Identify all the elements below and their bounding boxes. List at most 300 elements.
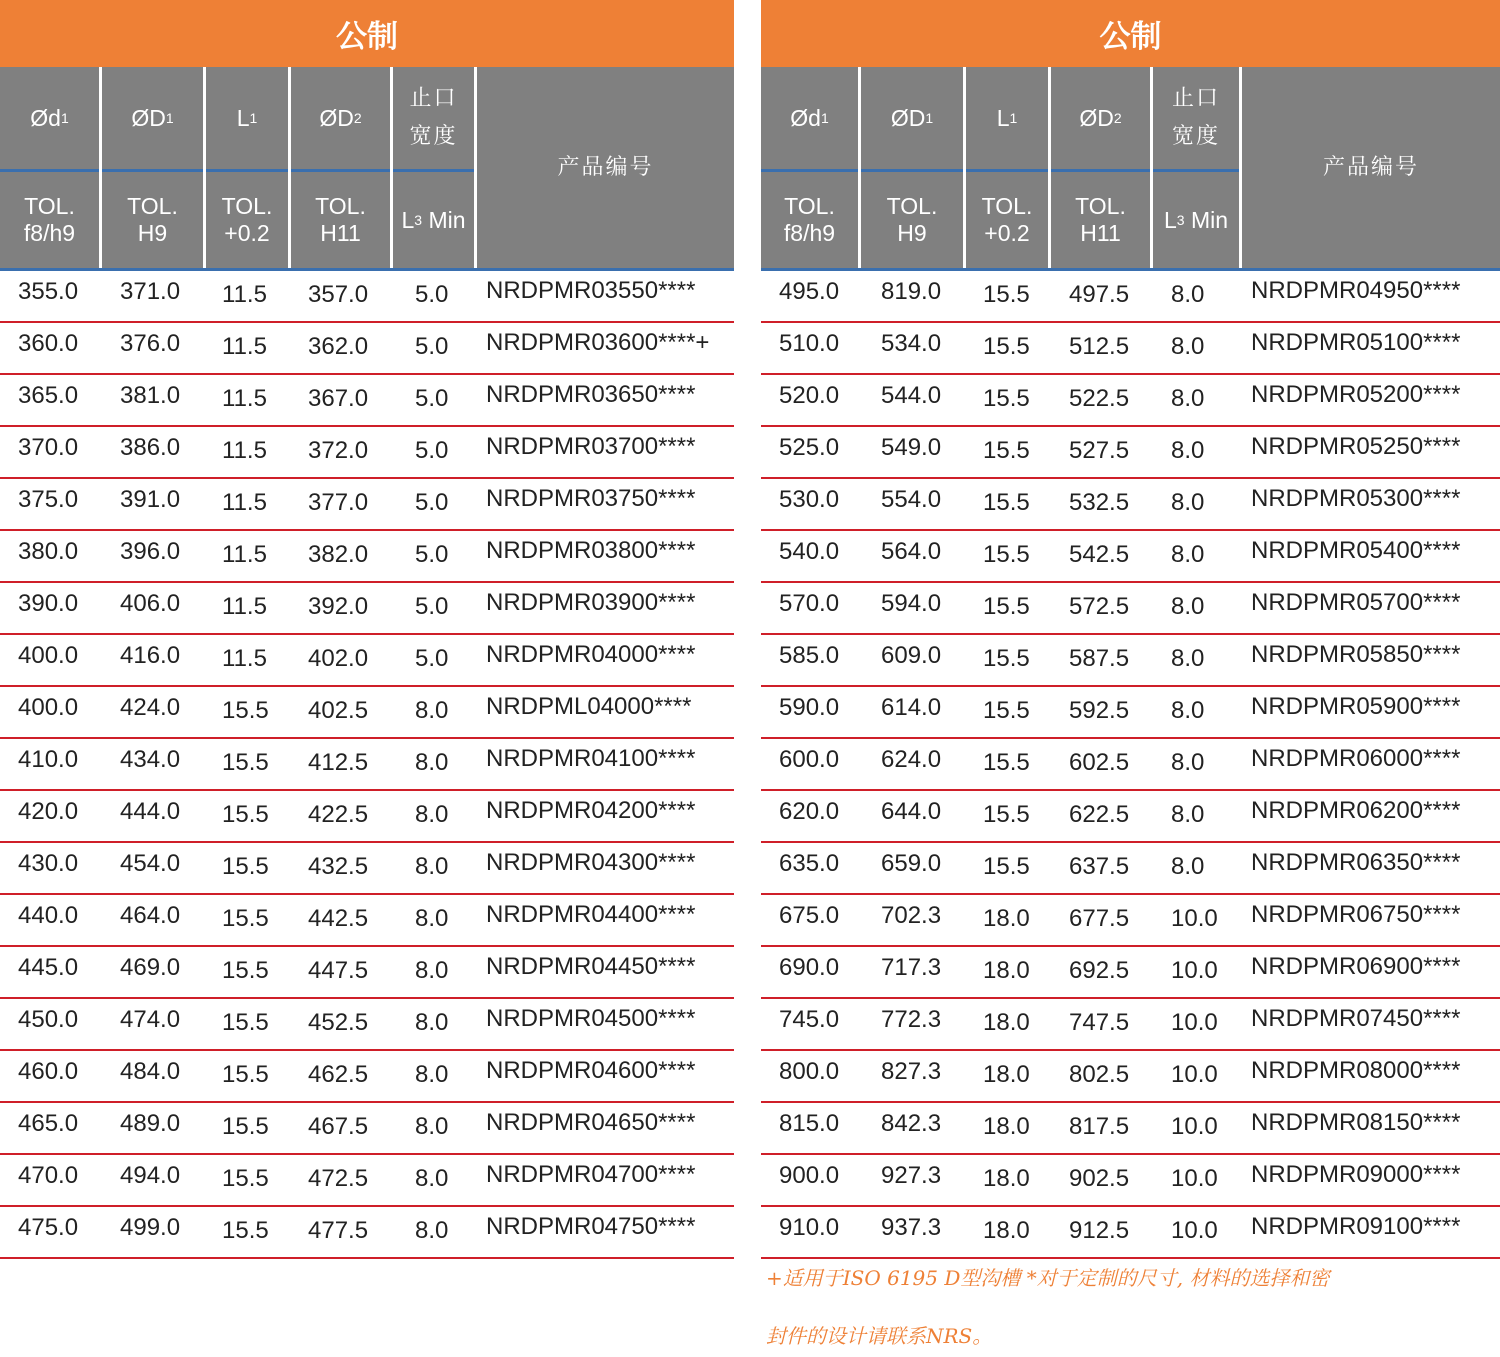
- cell-product-code: NRDPMR05200****: [1251, 381, 1461, 408]
- cell-L3: 5.0: [415, 541, 449, 568]
- cell-L1: 15.5: [983, 801, 1030, 828]
- table-row: [761, 1051, 1500, 1103]
- cell-product-code: NRDPMR03750****: [486, 485, 696, 512]
- cell-product-code: NRDPMR06900****: [1251, 953, 1461, 980]
- cell-D1: 717.3: [881, 954, 942, 981]
- cell-d1: 540.0: [779, 538, 840, 565]
- cell-D2: 357.0: [308, 281, 369, 308]
- table-row: [761, 687, 1500, 739]
- cell-D2: 402.5: [308, 697, 369, 724]
- cell-d1: 370.0: [18, 434, 79, 461]
- cell-D2: 362.0: [308, 333, 369, 360]
- cell-L1: 15.5: [983, 437, 1030, 464]
- column-divider: [99, 67, 102, 268]
- header-D1: ØD 1: [890, 104, 934, 131]
- cell-D2: 602.5: [1069, 749, 1130, 776]
- cell-product-code: NRDPMR04650****: [486, 1109, 696, 1136]
- cell-L3: 8.0: [1171, 801, 1205, 828]
- cell-product-code: NRDPMR07450****: [1251, 1005, 1461, 1032]
- table-row: [0, 947, 734, 999]
- cell-d1: 400.0: [18, 642, 79, 669]
- cell-D1: 464.0: [120, 902, 181, 929]
- cell-D2: 367.0: [308, 385, 369, 412]
- cell-product-code: NRDPMR04000****: [486, 641, 696, 668]
- cell-L1: 15.5: [222, 1165, 269, 1192]
- cell-L1: 15.5: [222, 1217, 269, 1244]
- cell-D1: 937.3: [881, 1214, 942, 1241]
- cell-D1: 396.0: [120, 538, 181, 565]
- cell-d1: 440.0: [18, 902, 79, 929]
- cell-D2: 452.5: [308, 1009, 369, 1036]
- footnote-line-1: +适用于ISO 6195 D型沟槽 *对于定制的尺寸, 材料的选择和密: [766, 1266, 1330, 1290]
- cell-D2: 692.5: [1069, 957, 1130, 984]
- cell-L1: 15.5: [222, 697, 269, 724]
- cell-D2: 462.5: [308, 1061, 369, 1088]
- header-d1-tol: TOL. f8/h9: [23, 193, 76, 246]
- cell-d1: 900.0: [779, 1162, 840, 1189]
- cell-D1: 614.0: [881, 694, 942, 721]
- cell-D2: 747.5: [1069, 1009, 1130, 1036]
- cell-product-code: NRDPMR04300****: [486, 849, 696, 876]
- column-divider: [203, 67, 206, 268]
- cell-L1: 15.5: [983, 333, 1030, 360]
- cell-L3: 8.0: [415, 853, 449, 880]
- cell-L1: 18.0: [983, 1061, 1030, 1088]
- cell-d1: 600.0: [779, 746, 840, 773]
- cell-product-code: NRDPMR05900****: [1251, 693, 1461, 720]
- cell-d1: 380.0: [18, 538, 79, 565]
- cell-D1: 391.0: [120, 486, 181, 513]
- cell-L1: 15.5: [983, 385, 1030, 412]
- cell-d1: 570.0: [779, 590, 840, 617]
- table-row: [761, 583, 1500, 635]
- cell-L3: 5.0: [415, 333, 449, 360]
- cell-d1: 525.0: [779, 434, 840, 461]
- cell-L1: 18.0: [983, 957, 1030, 984]
- cell-D1: 644.0: [881, 798, 942, 825]
- header-L1-tol: TOL. +0.2: [221, 193, 273, 246]
- cell-L1: 15.5: [983, 541, 1030, 568]
- cell-D1: 609.0: [881, 642, 942, 669]
- cell-d1: 460.0: [18, 1058, 79, 1085]
- cell-D2: 912.5: [1069, 1217, 1130, 1244]
- cell-D1: 772.3: [881, 1006, 942, 1033]
- cell-L1: 18.0: [983, 1113, 1030, 1140]
- cell-d1: 450.0: [18, 1006, 79, 1033]
- cell-L1: 15.5: [222, 801, 269, 828]
- header-L1: L 1: [996, 104, 1018, 131]
- cell-product-code: NRDPMR04600****: [486, 1057, 696, 1084]
- column-divider: [1048, 67, 1051, 268]
- cell-product-code: NRDPMR03600****+: [486, 329, 710, 356]
- header-L1: L 1: [236, 104, 258, 131]
- cell-D2: 542.5: [1069, 541, 1130, 568]
- cell-product-code: NRDPMR06350****: [1251, 849, 1461, 876]
- cell-D2: 392.0: [308, 593, 369, 620]
- header-d1: Ød 1: [790, 104, 829, 131]
- column-divider: [390, 67, 393, 268]
- header-L3-min: L 3 Min: [1163, 206, 1229, 233]
- table-row: [0, 375, 734, 427]
- cell-product-code: NRDPMR03550****: [486, 277, 696, 304]
- table-row: [761, 739, 1500, 791]
- table-header: [761, 67, 1500, 268]
- table-row: [761, 843, 1500, 895]
- table-row: [0, 427, 734, 479]
- table-row: [0, 895, 734, 947]
- cell-L3: 8.0: [1171, 593, 1205, 620]
- cell-d1: 465.0: [18, 1110, 79, 1137]
- cell-L1: 18.0: [983, 1165, 1030, 1192]
- cell-product-code: NRDPMR06000****: [1251, 745, 1461, 772]
- cell-L3: 10.0: [1171, 905, 1218, 932]
- cell-L3: 8.0: [415, 1217, 449, 1244]
- cell-d1: 365.0: [18, 382, 79, 409]
- cell-D1: 549.0: [881, 434, 942, 461]
- cell-L1: 15.5: [983, 645, 1030, 672]
- table-row: [761, 635, 1500, 687]
- cell-D2: 802.5: [1069, 1061, 1130, 1088]
- metric-table-right: [761, 0, 1500, 1256]
- cell-L1: 15.5: [222, 1113, 269, 1140]
- cell-L3: 10.0: [1171, 957, 1218, 984]
- cell-L3: 8.0: [1171, 489, 1205, 516]
- header-groove-width: 止口 宽度: [1171, 86, 1220, 149]
- cell-product-code: NRDPMR03700****: [486, 433, 696, 460]
- header-D1: ØD 1: [131, 104, 174, 131]
- cell-D1: 406.0: [120, 590, 181, 617]
- cell-D1: 371.0: [120, 278, 181, 305]
- cell-L3: 5.0: [415, 385, 449, 412]
- cell-product-code: NRDPMR05100****: [1251, 329, 1461, 356]
- cell-product-code: NRDPMR08150****: [1251, 1109, 1461, 1136]
- cell-L1: 11.5: [222, 437, 267, 464]
- cell-D1: 702.3: [881, 902, 942, 929]
- cell-d1: 590.0: [779, 694, 840, 721]
- cell-D1: 499.0: [120, 1214, 181, 1241]
- cell-d1: 910.0: [779, 1214, 840, 1241]
- cell-d1: 815.0: [779, 1110, 840, 1137]
- cell-product-code: NRDPMR03800****: [486, 537, 696, 564]
- cell-L1: 11.5: [222, 281, 267, 308]
- cell-D1: 544.0: [881, 382, 942, 409]
- cell-L1: 11.5: [222, 489, 267, 516]
- cell-D1: 842.3: [881, 1110, 942, 1137]
- cell-D1: 416.0: [120, 642, 181, 669]
- column-divider: [963, 67, 966, 268]
- cell-product-code: NRDPMR04950****: [1251, 277, 1461, 304]
- cell-L3: 8.0: [415, 1113, 449, 1140]
- cell-L3: 10.0: [1171, 1113, 1218, 1140]
- cell-L1: 15.5: [222, 749, 269, 776]
- cell-D1: 659.0: [881, 850, 942, 877]
- table-row: [0, 1051, 734, 1103]
- cell-L3: 8.0: [415, 1061, 449, 1088]
- cell-L3: 8.0: [415, 749, 449, 776]
- cell-L1: 15.5: [983, 593, 1030, 620]
- cell-L1: 15.5: [222, 905, 269, 932]
- cell-D1: 594.0: [881, 590, 942, 617]
- cell-D1: 454.0: [120, 850, 181, 877]
- cell-L1: 18.0: [983, 1217, 1030, 1244]
- cell-product-code: NRDPMR05400****: [1251, 537, 1461, 564]
- cell-D1: 927.3: [881, 1162, 942, 1189]
- cell-L1: 15.5: [222, 1061, 269, 1088]
- table-row: [0, 635, 734, 687]
- table-header: [0, 67, 734, 268]
- cell-D2: 572.5: [1069, 593, 1130, 620]
- cell-product-code: NRDPMR06200****: [1251, 797, 1461, 824]
- table-row: [0, 999, 734, 1051]
- table-row: [0, 1207, 734, 1259]
- cell-L1: 15.5: [983, 281, 1030, 308]
- cell-d1: 620.0: [779, 798, 840, 825]
- cell-d1: 530.0: [779, 486, 840, 513]
- cell-D2: 677.5: [1069, 905, 1130, 932]
- cell-product-code: NRDPMR03650****: [486, 381, 696, 408]
- cell-L3: 8.0: [1171, 749, 1205, 776]
- cell-L1: 11.5: [222, 385, 267, 412]
- cell-D1: 444.0: [120, 798, 181, 825]
- cell-L3: 5.0: [415, 489, 449, 516]
- cell-D2: 377.0: [308, 489, 369, 516]
- cell-D2: 817.5: [1069, 1113, 1130, 1140]
- cell-D2: 522.5: [1069, 385, 1130, 412]
- cell-D1: 376.0: [120, 330, 181, 357]
- cell-D2: 402.0: [308, 645, 369, 672]
- cell-D2: 587.5: [1069, 645, 1130, 672]
- cell-D1: 469.0: [120, 954, 181, 981]
- cell-D1: 819.0: [881, 278, 942, 305]
- cell-D2: 477.5: [308, 1217, 369, 1244]
- table-row: [761, 427, 1500, 479]
- table-row: [0, 687, 734, 739]
- table-row: [0, 1155, 734, 1207]
- table-row: [0, 1103, 734, 1155]
- cell-product-code: NRDPMR05300****: [1251, 485, 1461, 512]
- cell-product-code: NRDPMR04450****: [486, 953, 696, 980]
- table-row: [0, 271, 734, 323]
- table-row: [0, 739, 734, 791]
- cell-L1: 15.5: [222, 853, 269, 880]
- cell-d1: 800.0: [779, 1058, 840, 1085]
- cell-D2: 442.5: [308, 905, 369, 932]
- header-L3-min: L 3 Min: [401, 206, 466, 233]
- cell-d1: 585.0: [779, 642, 840, 669]
- cell-D2: 382.0: [308, 541, 369, 568]
- table-row: [761, 1103, 1500, 1155]
- header-groove-width: 止口 宽度: [409, 86, 458, 149]
- table-title: 公制: [0, 0, 734, 67]
- cell-D1: 827.3: [881, 1058, 942, 1085]
- table-row: [0, 479, 734, 531]
- cell-L1: 11.5: [222, 645, 267, 672]
- column-divider: [1239, 67, 1242, 268]
- table-body: [761, 271, 1500, 1259]
- cell-d1: 690.0: [779, 954, 840, 981]
- header-D1-tol: TOL. H9: [127, 193, 178, 246]
- cell-L1: 11.5: [222, 333, 267, 360]
- cell-D1: 474.0: [120, 1006, 181, 1033]
- column-divider: [474, 67, 477, 268]
- cell-D1: 489.0: [120, 1110, 181, 1137]
- cell-L3: 8.0: [415, 697, 449, 724]
- column-divider: [288, 67, 291, 268]
- cell-product-code: NRDPMR03900****: [486, 589, 696, 616]
- cell-product-code: NRDPMR06750****: [1251, 901, 1461, 928]
- table-row: [0, 323, 734, 375]
- table-row: [761, 271, 1500, 323]
- cell-D2: 592.5: [1069, 697, 1130, 724]
- cell-product-code: NRDPML04000****: [486, 693, 692, 720]
- cell-D1: 381.0: [120, 382, 181, 409]
- cell-d1: 675.0: [779, 902, 840, 929]
- table-row: [0, 843, 734, 895]
- cell-d1: 635.0: [779, 850, 840, 877]
- cell-product-code: NRDPMR04400****: [486, 901, 696, 928]
- cell-product-code: NRDPMR05250****: [1251, 433, 1461, 460]
- header-D1-tol: TOL. H9: [886, 193, 938, 246]
- cell-L3: 8.0: [1171, 853, 1205, 880]
- header-product-code: 产品编号: [1322, 155, 1419, 180]
- table-body: [0, 271, 734, 1259]
- cell-d1: 360.0: [18, 330, 79, 357]
- cell-d1: 390.0: [18, 590, 79, 617]
- cell-D1: 386.0: [120, 434, 181, 461]
- cell-L3: 8.0: [415, 957, 449, 984]
- cell-D2: 512.5: [1069, 333, 1130, 360]
- cell-d1: 400.0: [18, 694, 79, 721]
- cell-d1: 420.0: [18, 798, 79, 825]
- cell-L1: 15.5: [983, 697, 1030, 724]
- cell-d1: 445.0: [18, 954, 79, 981]
- cell-L1: 18.0: [983, 1009, 1030, 1036]
- cell-product-code: NRDPMR05700****: [1251, 589, 1461, 616]
- cell-L3: 8.0: [1171, 281, 1205, 308]
- cell-d1: 745.0: [779, 1006, 840, 1033]
- header-D2: ØD 2: [1079, 104, 1122, 131]
- cell-L3: 8.0: [1171, 541, 1205, 568]
- cell-L3: 8.0: [415, 905, 449, 932]
- cell-product-code: NRDPMR04750****: [486, 1213, 696, 1240]
- cell-D2: 497.5: [1069, 281, 1130, 308]
- cell-D1: 484.0: [120, 1058, 181, 1085]
- cell-L3: 8.0: [415, 1009, 449, 1036]
- table-row: [761, 323, 1500, 375]
- cell-d1: 430.0: [18, 850, 79, 877]
- cell-D2: 527.5: [1069, 437, 1130, 464]
- cell-product-code: NRDPMR09100****: [1251, 1213, 1461, 1240]
- cell-d1: 475.0: [18, 1214, 79, 1241]
- cell-product-code: NRDPMR04500****: [486, 1005, 696, 1032]
- cell-D2: 472.5: [308, 1165, 369, 1192]
- footnote-line-2: 封件的设计请联系NRS。: [766, 1324, 993, 1348]
- cell-L3: 10.0: [1171, 1217, 1218, 1244]
- cell-product-code: NRDPMR04200****: [486, 797, 696, 824]
- cell-d1: 495.0: [779, 278, 840, 305]
- header-D2-tol: TOL. H11: [315, 193, 366, 246]
- cell-L1: 15.5: [222, 1009, 269, 1036]
- cell-L1: 11.5: [222, 593, 267, 620]
- header-L1-tol: TOL. +0.2: [981, 193, 1033, 246]
- cell-L1: 11.5: [222, 541, 267, 568]
- cell-L3: 5.0: [415, 645, 449, 672]
- table-row: [761, 999, 1500, 1051]
- cell-D2: 622.5: [1069, 801, 1130, 828]
- table-row: [0, 583, 734, 635]
- table-row: [0, 531, 734, 583]
- table-row: [761, 1155, 1500, 1207]
- cell-L3: 10.0: [1171, 1165, 1218, 1192]
- table-row: [0, 791, 734, 843]
- cell-L3: 8.0: [1171, 645, 1205, 672]
- cell-L3: 8.0: [1171, 333, 1205, 360]
- cell-D2: 902.5: [1069, 1165, 1130, 1192]
- column-divider: [858, 67, 861, 268]
- cell-L1: 15.5: [983, 749, 1030, 776]
- table-row: [761, 791, 1500, 843]
- cell-product-code: NRDPMR04700****: [486, 1161, 696, 1188]
- table-title: 公制: [761, 0, 1500, 67]
- column-divider: [1150, 67, 1153, 268]
- cell-D2: 637.5: [1069, 853, 1130, 880]
- cell-D2: 372.0: [308, 437, 369, 464]
- cell-L3: 10.0: [1171, 1061, 1218, 1088]
- table-row: [761, 895, 1500, 947]
- cell-L3: 5.0: [415, 593, 449, 620]
- cell-D2: 447.5: [308, 957, 369, 984]
- cell-L3: 8.0: [415, 801, 449, 828]
- table-row: [761, 375, 1500, 427]
- header-D2-tol: TOL. H11: [1075, 193, 1126, 246]
- cell-L3: 8.0: [1171, 697, 1205, 724]
- cell-D1: 494.0: [120, 1162, 181, 1189]
- cell-L3: 10.0: [1171, 1009, 1218, 1036]
- cell-D2: 432.5: [308, 853, 369, 880]
- cell-D1: 434.0: [120, 746, 181, 773]
- cell-L3: 5.0: [415, 437, 449, 464]
- cell-d1: 410.0: [18, 746, 79, 773]
- table-row: [761, 1207, 1500, 1259]
- table-row: [761, 479, 1500, 531]
- header-product-code: 产品编号: [557, 155, 654, 180]
- header-d1: Ød 1: [30, 104, 69, 131]
- cell-product-code: NRDPMR05850****: [1251, 641, 1461, 668]
- header-d1-tol: TOL. f8/h9: [783, 193, 836, 246]
- cell-D2: 412.5: [308, 749, 369, 776]
- cell-D1: 624.0: [881, 746, 942, 773]
- cell-D2: 467.5: [308, 1113, 369, 1140]
- cell-d1: 470.0: [18, 1162, 79, 1189]
- cell-L3: 8.0: [415, 1165, 449, 1192]
- cell-L3: 5.0: [415, 281, 449, 308]
- cell-D2: 422.5: [308, 801, 369, 828]
- cell-L3: 8.0: [1171, 437, 1205, 464]
- cell-D1: 554.0: [881, 486, 942, 513]
- table-row: [761, 947, 1500, 999]
- cell-d1: 375.0: [18, 486, 79, 513]
- cell-L1: 18.0: [983, 905, 1030, 932]
- cell-D1: 534.0: [881, 330, 942, 357]
- cell-product-code: NRDPMR08000****: [1251, 1057, 1461, 1084]
- metric-table-left: [0, 0, 734, 1256]
- cell-product-code: NRDPMR09000****: [1251, 1161, 1461, 1188]
- header-D2: ØD 2: [319, 104, 362, 131]
- cell-D1: 424.0: [120, 694, 181, 721]
- cell-product-code: NRDPMR04100****: [486, 745, 696, 772]
- cell-D1: 564.0: [881, 538, 942, 565]
- cell-L1: 15.5: [222, 957, 269, 984]
